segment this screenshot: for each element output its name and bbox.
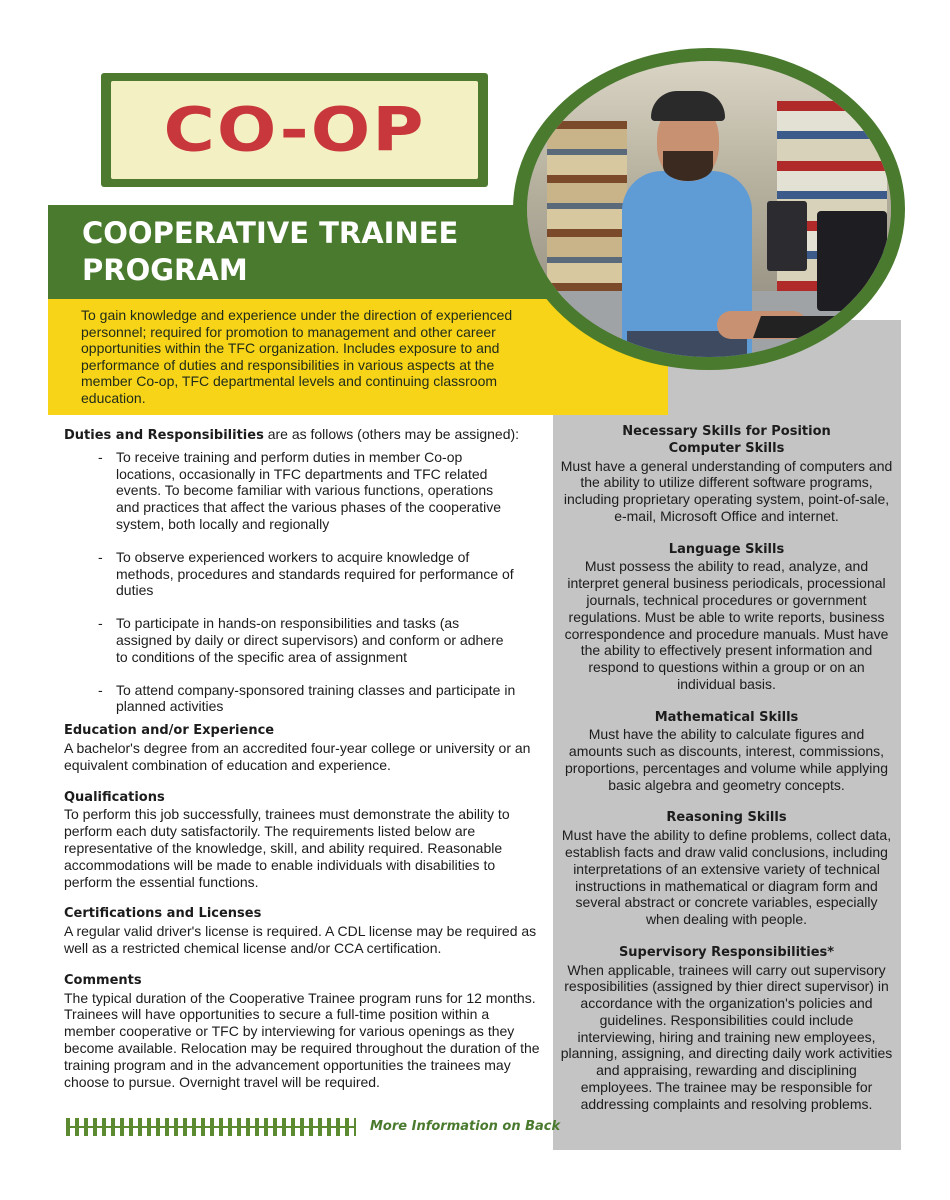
certifications-heading: Certifications and Licenses (64, 906, 262, 922)
skills-heading: Necessary Skills for Position (622, 424, 831, 439)
math-skills-section (560, 710, 893, 794)
qualifications-heading: Qualifications (64, 789, 165, 805)
duty-item: - To observe experienced workers to acquire knowledge of methods, procedures and standards required for performance of duties (98, 549, 518, 599)
reasoning-skills-section (560, 810, 893, 928)
computer-skills-section (560, 424, 893, 525)
co-op-logo (101, 73, 488, 187)
more-info-note: More Information on Back (370, 1119, 561, 1134)
math-skills-heading: Mathematical Skills (654, 709, 799, 725)
trainee-photo (527, 61, 891, 357)
duty-item: - To receive training and perform duties in member Co-op locations, occasionally in TFC departments and TFC related events. To become familiar with various functions, operations and practices that affect the various phases of the cooperative system, both locally and regionally (98, 449, 518, 533)
supervisory-heading: Supervisory Responsibilities* (618, 944, 835, 960)
duties-heading: Duties and Responsibilities (64, 428, 264, 443)
certifications-section (64, 906, 544, 956)
supervisory-section (560, 945, 893, 1113)
page-title: COOPERATIVE TRAINEE PROGRAM (82, 216, 459, 287)
comments-section (64, 973, 544, 1091)
comments-text: The typical duration of the Cooperative Trainee program runs for 12 months. Trainees will have opportunities to secure a full-time position within a member cooperative or TFC by interviewing for various openings as they become available. Relocation may be required throughout the duration of the training program and in the advancement opportunities the trainees may choose to pursue. Overnight travel will be required. (64, 989, 540, 1090)
photo-frame (513, 48, 905, 370)
reasoning-skills-text: Must have the ability to define problems, collect data, establish facts and draw valid conclusions, including interpretations of an extensive variety of technical instructions in mathematical or diagram form and several abstract or concrete variables, especially when dealing with people. (561, 827, 892, 928)
qualifications-text: To perform this job successfully, trainees must demonstrate the ability to perform each duty satisfactorily. The requirements listed below are representative of the knowledge, skill, and ability required. Reasonable accommodations will be made to enable individuals with disabilities to perform the essential functions. (64, 806, 510, 890)
supervisory-text: When applicable, trainees will carry out supervisory resposibilities (assigned by thier direct supervisor) in accordance with the organization's policies and guidelines. Responsibilities could include interviewing, hiring and training new employees, planning, assigning, and directing daily work activities and appraising, rewarding and disciplining employees. The trainee may be responsible for addressing complaints and resolving problems. (560, 961, 893, 1112)
language-skills-text: Must possess the ability to read, analyze, and interpret general business periodicals, processional journals, technical procedures or government regulations. Must be able to write reports, business correspondence and procedure manuals. Must have the ability to effectively present information and respond to questions within a group or on an individual basis. (564, 558, 889, 692)
education-text: A bachelor's degree from an accredited four-year college or university or an equivalent combination of education and experience. (64, 739, 531, 773)
footer-decorative-bar (66, 1118, 356, 1136)
duties-intro (64, 426, 544, 445)
reasoning-skills-heading: Reasoning Skills (666, 810, 787, 826)
comments-heading: Comments (64, 972, 142, 988)
duty-item: - To participate in hands-on responsibilities and tasks (as assigned by daily or direct supervisors) and conform or adhere to conditions of the specific area of assignment (98, 615, 518, 665)
duties-list (98, 449, 518, 715)
education-heading: Education and/or Experience (64, 723, 275, 739)
duties-heading-suffix: are as follows (others may be assigned): (263, 426, 520, 442)
education-section (64, 723, 544, 773)
intro-text: To gain knowledge and experience under the direction of experienced personnel; required for promotion to management and other career opportunities within the TFC organization. Includes exposure to and performance of duties and responsibilities in various aspects at the member Co-op, TFC departmental levels and continuing classroom education. (81, 307, 513, 406)
qualifications-section (64, 790, 544, 891)
skills-column (560, 424, 893, 1129)
duty-item: - To attend company-sponsored training classes and participate in planned activities (98, 682, 518, 716)
language-skills-section (560, 542, 893, 693)
left-column (64, 426, 544, 1106)
language-skills-heading: Language Skills (668, 541, 785, 557)
logo-text: CO-OP (163, 94, 426, 166)
computer-skills-text: Must have a general understanding of computers and the ability to utilize different software programs, including proprietary operating system, point-of-sale, e-mail, Microsoft Office and internet. (560, 457, 893, 524)
computer-skills-heading: Computer Skills (668, 440, 785, 456)
logo-panel (111, 81, 478, 179)
math-skills-text: Must have the ability to calculate figures and amounts such as discounts, interest, commissions, proportions, percentages and volume while applying basic algebra and geometry concepts. (565, 726, 888, 793)
certifications-text: A regular valid driver's license is required. A CDL license may be required as well as a restricted chemical license and/or CCA certification. (64, 923, 537, 956)
